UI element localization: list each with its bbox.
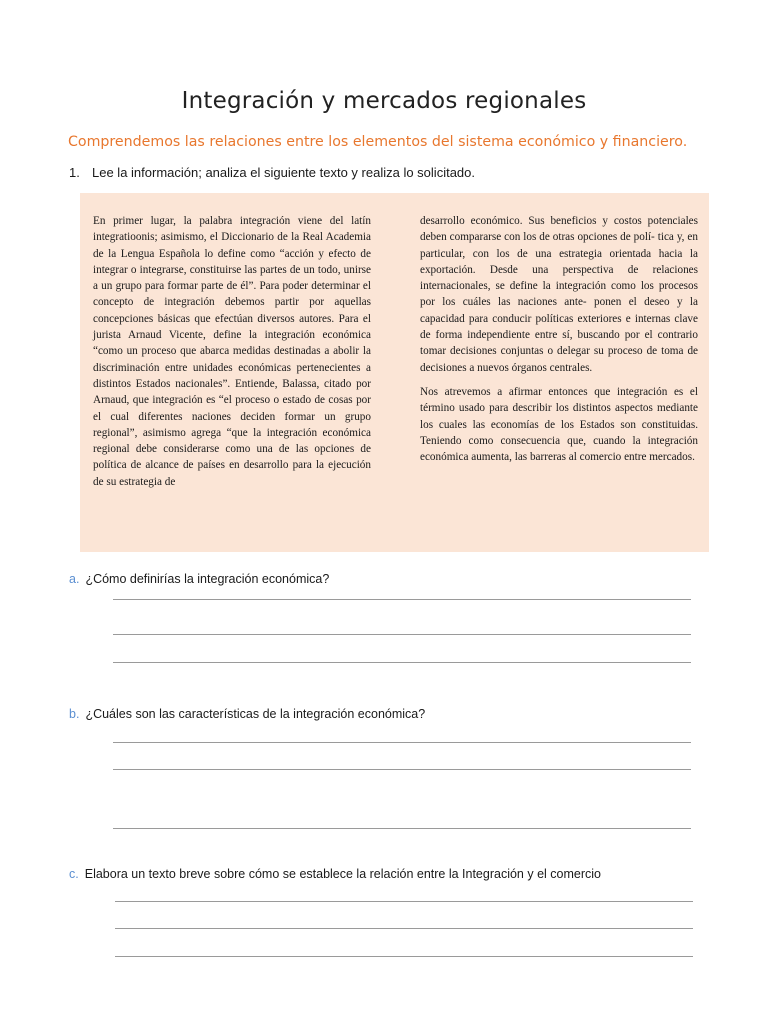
answer-line[interactable] xyxy=(113,599,691,600)
reading-paragraph: Nos atrevemos a afirmar entonces que integración es el término usado para describir los distintos aspectos mediante los cuales las economías de los Estados son constituidas. Teniendo como consecuencia que, cuando la integración económica aumenta, las barreras al comercio entre mercados. xyxy=(420,385,698,464)
answer-line[interactable] xyxy=(113,662,691,663)
question-a xyxy=(69,572,329,586)
reading-column-left xyxy=(93,213,371,498)
answer-line[interactable] xyxy=(115,928,693,929)
answer-line[interactable] xyxy=(113,634,691,635)
reading-box xyxy=(80,193,709,552)
question-letter: c. xyxy=(69,867,79,881)
instruction-text: Lee la información; analiza el siguiente texto y realiza lo solicitado. xyxy=(92,165,475,180)
answer-line[interactable] xyxy=(115,956,693,957)
page-subtitle: Comprendemos las relaciones entre los elementos del sistema económico y financiero. xyxy=(68,134,688,150)
question-text: ¿Cómo definirías la integración económica? xyxy=(85,572,330,586)
question-b xyxy=(69,707,425,721)
answer-line[interactable] xyxy=(113,742,691,743)
question-text: ¿Cuáles son las características de la integración económica? xyxy=(85,707,426,721)
answer-line[interactable] xyxy=(113,828,691,829)
answer-line[interactable] xyxy=(115,901,693,902)
page-title: Integración y mercados regionales xyxy=(181,88,587,114)
reading-paragraph: desarrollo económico. Sus beneficios y costos potenciales deben compararse con los de otras opciones de polí- tica y, en particular, con los de una estrategia orientada hacia la exportación. Desde una perspectiva de relaciones internacionales, se define la integración como los procesos por los cuáles las naciones ante- ponen el deseo y la capacidad para conducir políticas exteriores e internas clave de forma independiente entre sí, buscando por el contrario tomar decisiones conjuntas o delegar su proceso de toma de decisiones a nuevos órganos centrales. xyxy=(420,215,698,374)
question-letter: b. xyxy=(69,707,80,721)
question-text: Elabora un texto breve sobre cómo se establece la relación entre la Integración y el comercio xyxy=(84,867,601,881)
question-c xyxy=(69,867,601,881)
instruction-1 xyxy=(69,165,475,180)
question-letter: a. xyxy=(69,572,80,586)
answer-line[interactable] xyxy=(113,769,691,770)
instruction-number: 1. xyxy=(69,165,80,180)
reading-paragraph: En primer lugar, la palabra integración viene del latín integratioonis; asimismo, el Diccionario de la Real Academia de la Lengua Española lo define como “acción y efecto de integrar o integrarse, constituirse las partes de un todo, unirse a un grupo para formar parte de él”. Para poder determinar el concepto de integración debemos partir por aquellas concepciones básicas que efectúan diversos autores. Para el jurista Arnaud Vicente, define la integración económica “como un proceso que abarca medidas destinadas a abolir la discriminación entre unidades económicas pertenecientes a distintos Estados nacionales”. Entiende, Balassa, citado por Arnaud, que integración es “el proceso o estado de cosas por el cual diferentes naciones deciden formar un grupo regional”, asimismo agrega “que la integración económica regional debe considerarse como una de las opciones de política de alcance de países en desarrollo para la ejecución de su estrategia de xyxy=(93,215,371,488)
reading-column-right xyxy=(420,213,698,473)
